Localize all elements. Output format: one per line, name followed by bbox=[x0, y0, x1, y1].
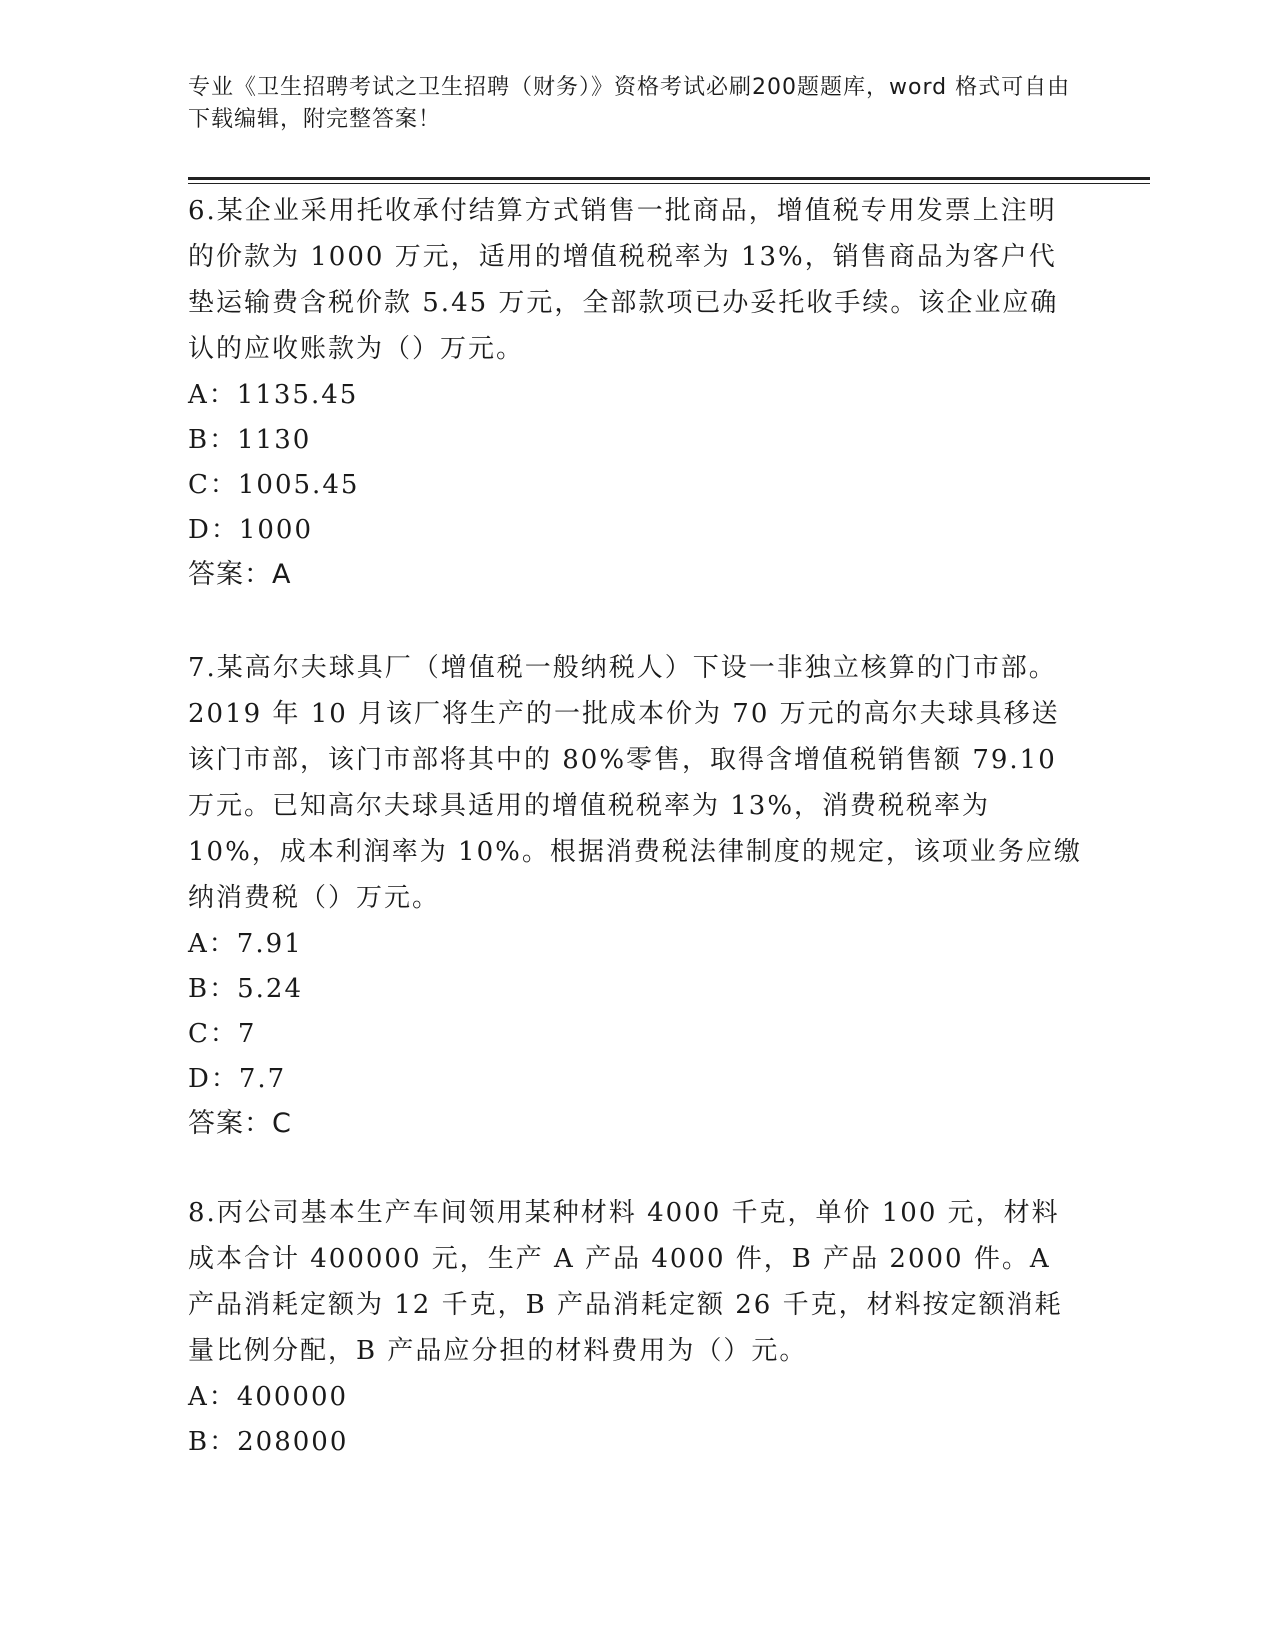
option-a: A：7.91 bbox=[188, 929, 303, 959]
question-stem: 7.某高尔夫球具厂（增值税一般纳税人）下设一非独立核算的门市部。2019 年 10 月该厂将生产的一批成本价为 70 万元的高尔夫球具移送该门市部，该门市部将其中的 80%零售，取得含增值税销售额 79.10 万元。已知高尔夫球具适用的增值税税率为 13%，消费税税率为 10%，成本利润率为 10%。根据消费税法律制度的规定，该项业务应缴纳消费税（）万元。 bbox=[188, 653, 1082, 913]
answer: 答案：A bbox=[188, 559, 292, 590]
question-8 bbox=[188, 1190, 1083, 1464]
option-a: A：1135.45 bbox=[188, 380, 359, 410]
option-a: A：400000 bbox=[188, 1382, 349, 1412]
question-6 bbox=[188, 188, 1083, 597]
header-divider-thin bbox=[188, 183, 1150, 184]
answer: 答案：C bbox=[188, 1108, 292, 1139]
question-7 bbox=[188, 645, 1083, 1146]
header-divider-thick bbox=[188, 177, 1150, 180]
document-header: 专业《卫生招聘考试之卫生招聘（财务）》资格考试必刷200题题库，word 格式可自由下载编辑，附完整答案！ bbox=[188, 75, 1071, 132]
option-b: B：1130 bbox=[188, 425, 312, 455]
option-b: B：208000 bbox=[188, 1427, 349, 1457]
option-d: D：1000 bbox=[188, 515, 314, 545]
option-d: D：7.7 bbox=[188, 1064, 287, 1094]
option-c: C：1005.45 bbox=[188, 470, 360, 500]
option-b: B：5.24 bbox=[188, 974, 303, 1004]
question-stem: 8.丙公司基本生产车间领用某种材料 4000 千克，单价 100 元，材料成本合计 400000 元，生产 A 产品 4000 件，B 产品 2000 件。A 产品消耗定额为 12 千克，B 产品消耗定额 26 千克，材料按定额消耗量比例分配，B 产品应分担的材料费用为（）元。 bbox=[188, 1198, 1063, 1366]
question-stem: 6.某企业采用托收承付结算方式销售一批商品，增值税专用发票上注明的价款为 1000 万元，适用的增值税税率为 13%，销售商品为客户代垫运输费含税价款 5.45 万元，全部款项已办妥托收手续。该企业应确认的应收账款为（）万元。 bbox=[188, 196, 1059, 364]
option-c: C：7 bbox=[188, 1019, 257, 1049]
